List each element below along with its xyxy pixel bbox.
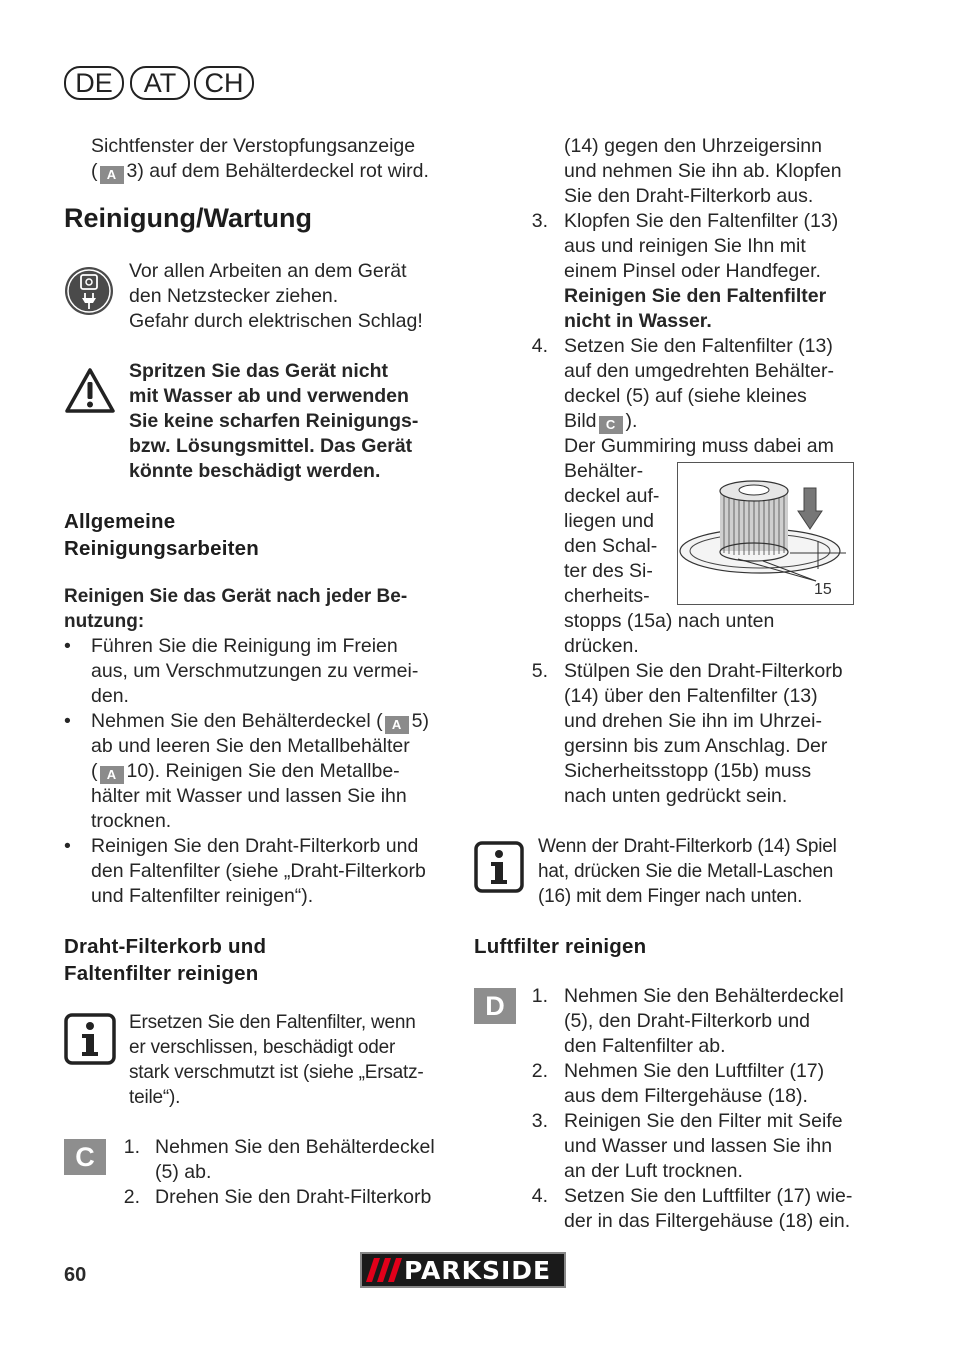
figure-badge-a: A xyxy=(100,166,124,184)
info-icon xyxy=(474,841,524,898)
list-item: Setzen Sie den Faltenfilter (13) auf den umgedrehten Behälter- deckel (5) auf (siehe kleines Bild C ). Der Gummiring muss dabei am Behälter- deckel auf- liegen und den Schal- ter des Si- cherheits- stopps (15a) nach unten drücken. xyxy=(564,335,834,657)
list-item: Nehmen Sie den Behälterdeckel ( A 5) ab und leeren Sie den Metallbehälter ( A 10). Reinigen Sie den Metallbe- hälter mit Wasser und lassen Sie ihn trocknen. xyxy=(91,710,429,832)
figure-badge-d: D xyxy=(474,988,516,1024)
bullet-marker: • xyxy=(64,710,71,732)
country-pill-de: DE xyxy=(64,66,124,100)
list-item: Nehmen Sie den Behälterdeckel (5), den Draht-Filterkorb und den Faltenfilter ab. xyxy=(564,985,844,1057)
country-pill-ch: CH xyxy=(194,66,254,100)
intro-line-1: Sichtfenster der Verstopfungsanzeige xyxy=(91,135,416,157)
replace-filter-notice: Ersetzen Sie den Faltenfilter, wenn er verschlissen, beschädigt oder stark verschmutzt ist (siehe „Ersatz- teile“). xyxy=(129,1012,424,1108)
filter-figure xyxy=(677,462,854,605)
parkside-logo xyxy=(360,1252,566,1288)
air-filter-title: Luftfilter reinigen xyxy=(474,935,647,958)
unplug-icon xyxy=(64,266,114,321)
page-number: 60 xyxy=(64,1264,87,1286)
list-item: Führen Sie die Reinigung im Freien aus, um Verschmutzungen zu vermei- den. xyxy=(91,635,419,707)
filter-cleaning-title: Draht-Filterkorb und Faltenfilter reinigen xyxy=(64,935,267,985)
section-title: Reinigung/Wartung xyxy=(64,203,312,233)
list-item: Drehen Sie den Draht-Filterkorb xyxy=(155,1186,432,1208)
info-icon xyxy=(64,1013,116,1070)
unplug-notice: Vor allen Arbeiten an dem Gerät den Netzstecker ziehen. Gefahr durch elektrischen Schlag! xyxy=(129,260,423,332)
list-item: Reinigen Sie den Draht-Filterkorb und den Faltenfilter (siehe „Draht-Filterkorb und Faltenfilter reinigen“). xyxy=(91,835,426,907)
general-cleaning-intro: Reinigen Sie das Gerät nach jeder Be- nutzung: xyxy=(64,586,408,632)
general-cleaning-title: Allgemeine Reinigungsarbeiten xyxy=(64,510,259,560)
country-pill-at: AT xyxy=(130,66,190,100)
warning-notice: Spritzen Sie das Gerät nicht mit Wasser ab und verwenden Sie keine scharfen Reinigungs- bzw. Lösungsmittel. Das Gerät könnte beschädigt werden. xyxy=(129,360,419,482)
list-item: Setzen Sie den Luftfilter (17) wie- der in das Filtergehäuse (18) ein. xyxy=(564,1185,853,1232)
list-item: Klopfen Sie den Faltenfilter (13) aus und reinigen Sie Ihn mit einem Pinsel oder Handfeger. Reinigen Sie den Faltenfilter nicht in Wasser. xyxy=(564,210,839,332)
warning-triangle-icon xyxy=(64,367,116,420)
list-item: Stülpen Sie den Draht-Filterkorb (14) über den Faltenfilter (13) und drehen Sie ihn im Uhrzei- gersinn bis zum Anschlag. Der Sicherheitsstopp (15b) muss nach unten gedrückt sein. xyxy=(564,660,843,807)
list-item: Reinigen Sie den Filter mit Seife und Wasser und lassen Sie ihn an der Luft trocknen. xyxy=(564,1110,843,1182)
list-item: (14) gegen den Uhrzeigersinn und nehmen Sie ihn ab. Klopfen Sie den Draht-Filterkorb aus. xyxy=(564,135,842,207)
list-item: Nehmen Sie den Luftfilter (17) aus dem Filtergehäuse (18). xyxy=(564,1060,825,1107)
figure-badge-a: A xyxy=(385,716,409,734)
wire-basket-notice: Wenn der Draht-Filterkorb (14) Spiel hat, drücken Sie die Metall-Laschen (16) mit dem Finger nach unten. xyxy=(538,836,837,907)
bullet-marker: • xyxy=(64,635,71,657)
figure-label: 15 xyxy=(814,581,832,598)
brand-name: PARKSIDE xyxy=(404,1256,552,1285)
list-item: Nehmen Sie den Behälterdeckel (5) ab. xyxy=(155,1136,435,1183)
figure-badge-c: C xyxy=(64,1139,106,1175)
figure-badge-a: A xyxy=(100,766,124,784)
bullet-marker: • xyxy=(64,835,71,857)
figure-badge-c: C xyxy=(599,416,623,434)
intro-line-2: ( A 3) auf dem Behälterdeckel rot wird. xyxy=(91,160,429,182)
